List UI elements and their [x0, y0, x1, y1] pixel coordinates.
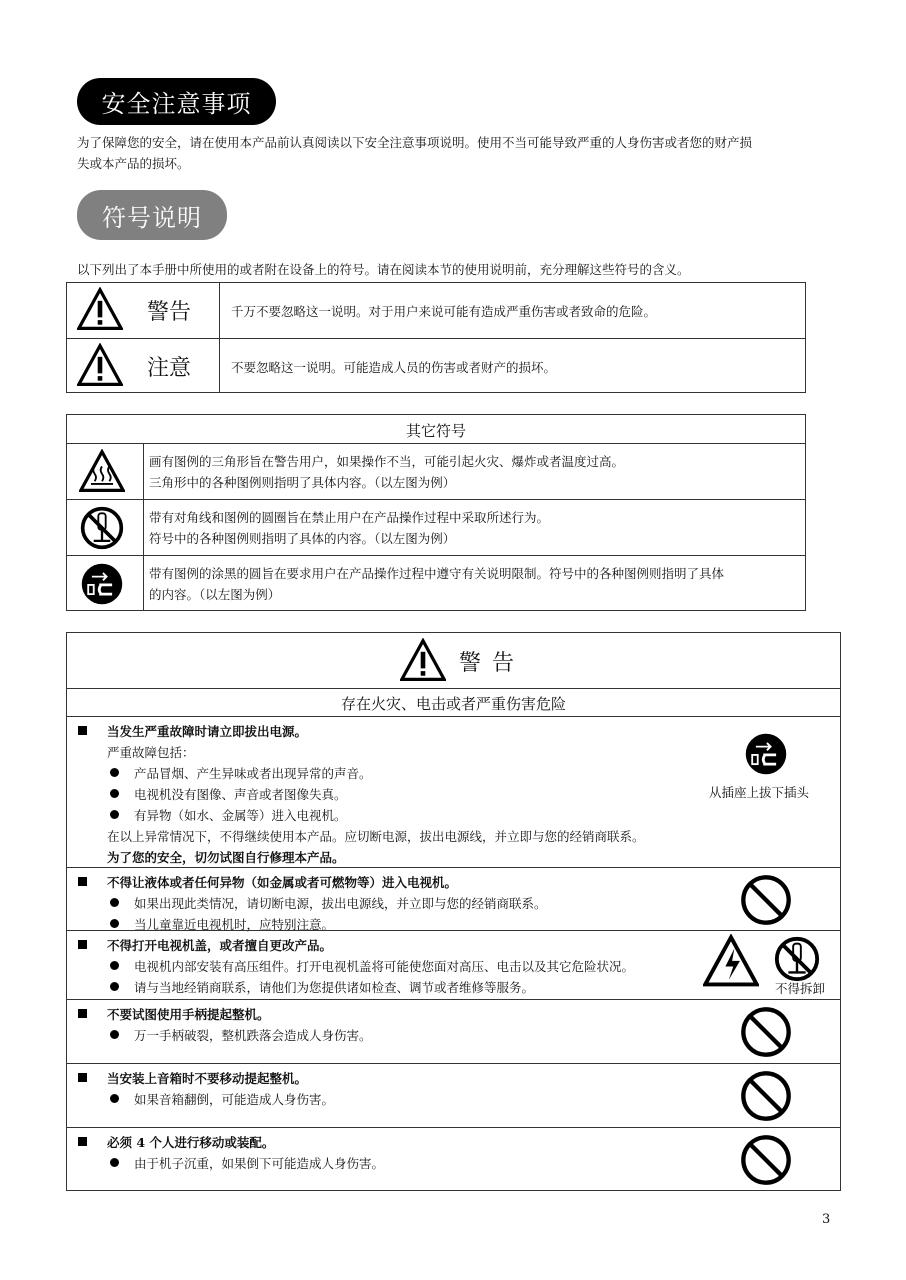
- warning-title: 警 告: [459, 651, 516, 676]
- icon-caption: 不得拆卸: [775, 981, 826, 996]
- text-line: 严重故障包括：: [107, 745, 195, 760]
- bullet-icon: [110, 768, 119, 777]
- symbol-description: 千万不要忽略这一说明。对于用户来说可能有造成严重伤害或者致命的危险。: [231, 304, 657, 319]
- bullet-text: 电视机没有图像、声音或者图像失真。: [134, 787, 347, 802]
- prohibited-icon: [739, 1133, 793, 1187]
- warning-row: [67, 716, 840, 867]
- safety-title: 安全注意事项: [77, 78, 276, 125]
- prohibited-icon: [739, 873, 793, 927]
- prohibited-icon: [739, 1005, 793, 1059]
- warning-subtitle-row: [67, 688, 840, 716]
- unplug-icon: [79, 561, 125, 607]
- symbol-description-line: 画有图例的三角形旨在警告用户，如果操作不当，可能引起火灾、爆炸或者温度过高。: [149, 454, 625, 469]
- symbols-table: [66, 282, 806, 393]
- text-line: 在以上异常情况下，不得继续使用本产品。应切断电源，拔出电源线，并立即与您的经销商联系。: [107, 829, 645, 844]
- warning-row-title: 当发生严重故障时请立即拔出电源。: [107, 724, 308, 739]
- other-symbol-row: [67, 443, 805, 499]
- icon-caption: 从插座上拔下插头: [709, 785, 810, 800]
- no-disassemble-icon: [773, 935, 821, 983]
- symbol-description: 不要忽略这一说明。可能造成人员的伤害或者财产的损坏。: [231, 360, 557, 375]
- bullet-text: 由于机子沉重，如果倒下可能造成人身伤害。: [134, 1156, 385, 1171]
- bullet-icon: [110, 789, 119, 798]
- other-symbols-table: [66, 414, 806, 611]
- symbol-label: 注意: [147, 356, 192, 381]
- warning-triangle-icon: [77, 343, 123, 389]
- square-bullet-icon: [78, 1137, 87, 1146]
- safety-intro-line: 为了保障您的安全，请在使用本产品前认真阅读以下安全注意事项说明。使用不当可能导致严重的人身伤害或者您的财产损: [77, 135, 753, 150]
- bullet-icon: [110, 810, 119, 819]
- symbols-intro: 以下列出了本手册中所使用的或者附在设备上的符号。请在阅读本节的使用说明前，充分理解这些符号的含义。: [77, 262, 690, 277]
- warning-row-title: 不得让液体或者任何异物（如金属或者可燃物等）进入电视机。: [107, 875, 458, 890]
- bullet-icon: [110, 1094, 119, 1103]
- square-bullet-icon: [78, 726, 87, 735]
- other-symbol-row: [67, 499, 805, 555]
- page-number: 3: [822, 1212, 831, 1227]
- warning-row: [67, 867, 840, 930]
- bullet-text: 当儿童靠近电视机时，应特别注意。: [134, 917, 335, 932]
- unplug-icon: [743, 731, 789, 777]
- bullet-icon: [110, 898, 119, 907]
- symbol-row: [67, 338, 805, 393]
- square-bullet-icon: [78, 940, 87, 949]
- square-bullet-icon: [78, 1009, 87, 1018]
- hot-surface-triangle-icon: [79, 449, 125, 495]
- warning-row-title: 必须 4 个人进行移动或装配。: [107, 1135, 275, 1150]
- warning-table: [66, 632, 841, 1191]
- safety-intro-line: 失或本产品的损坏。: [77, 156, 190, 171]
- divider: [143, 444, 144, 499]
- symbol-description-line: 的内容。（以左图为例）: [149, 587, 281, 602]
- warning-row-title: 不得打开电视机盖，或者擅自更改产品。: [107, 938, 333, 953]
- symbol-description-line: 带有对角线和图例的圆圈旨在禁止用户在产品操作过程中采取所述行为。: [149, 510, 550, 525]
- prohibited-icon: [739, 1069, 793, 1123]
- symbol-description-line: 带有图例的涂黑的圆旨在要求用户在产品操作过程中遵守有关说明限制。符号中的各种图例则指明了具体: [149, 566, 725, 581]
- other-symbols-title: 其它符号: [405, 422, 466, 440]
- symbol-row: [67, 283, 805, 338]
- warning-subtitle: 存在火灾、电击或者严重伤害危险: [340, 695, 566, 713]
- bullet-text: 有异物（如水、金属等）进入电视机。: [134, 808, 347, 823]
- symbol-description-line: 符号中的各种图例则指明了具体的内容。（以左图为例）: [149, 531, 456, 546]
- bullet-text: 如果音箱翻倒，可能造成人身伤害。: [134, 1092, 335, 1107]
- bold-note: 为了您的安全，切勿试图自行修理本产品。: [107, 850, 345, 865]
- bullet-icon: [110, 1030, 119, 1039]
- symbols-title: 符号说明: [77, 190, 227, 240]
- square-bullet-icon: [78, 1073, 87, 1082]
- warning-row: [67, 1127, 840, 1191]
- warning-row: [67, 999, 840, 1063]
- divider: [143, 500, 144, 555]
- warning-row: [67, 1063, 840, 1127]
- bullet-icon: [110, 919, 119, 928]
- bullet-icon: [110, 1158, 119, 1167]
- bullet-text: 产品冒烟、产生异味或者出现异常的声音。: [134, 766, 372, 781]
- bullet-icon: [110, 961, 119, 970]
- square-bullet-icon: [78, 877, 87, 886]
- warning-triangle-icon: [400, 638, 446, 684]
- warning-row: [67, 930, 840, 999]
- bullet-icon: [110, 982, 119, 991]
- warning-row-title: 不要试图使用手柄提起整机。: [107, 1007, 270, 1022]
- electric-shock-icon: [703, 934, 759, 990]
- no-disassemble-icon: [79, 505, 125, 551]
- divider: [143, 556, 144, 611]
- safety-intro: [77, 132, 817, 174]
- symbol-description-line: 三角形中的各种图例则指明了具体内容。（以左图为例）: [149, 475, 456, 490]
- warning-row-title: 当安装上音箱时不要移动提起整机。: [107, 1071, 308, 1086]
- bullet-text: 请与当地经销商联系，请他们为您提供诸如检查、调节或者维修等服务。: [134, 980, 535, 995]
- warning-triangle-icon: [77, 287, 123, 333]
- symbol-label: 警告: [147, 300, 192, 325]
- other-symbol-row: [67, 555, 805, 611]
- bullet-text: 如果出现此类情况，请切断电源，拔出电源线，并立即与您的经销商联系。: [134, 896, 547, 911]
- bullet-text: 万一手柄破裂，整机跌落会造成人身伤害。: [134, 1028, 372, 1043]
- bullet-text: 电视机内部安装有高压组件。打开电视机盖将可能使您面对高压、电击以及其它危险状况。: [134, 959, 635, 974]
